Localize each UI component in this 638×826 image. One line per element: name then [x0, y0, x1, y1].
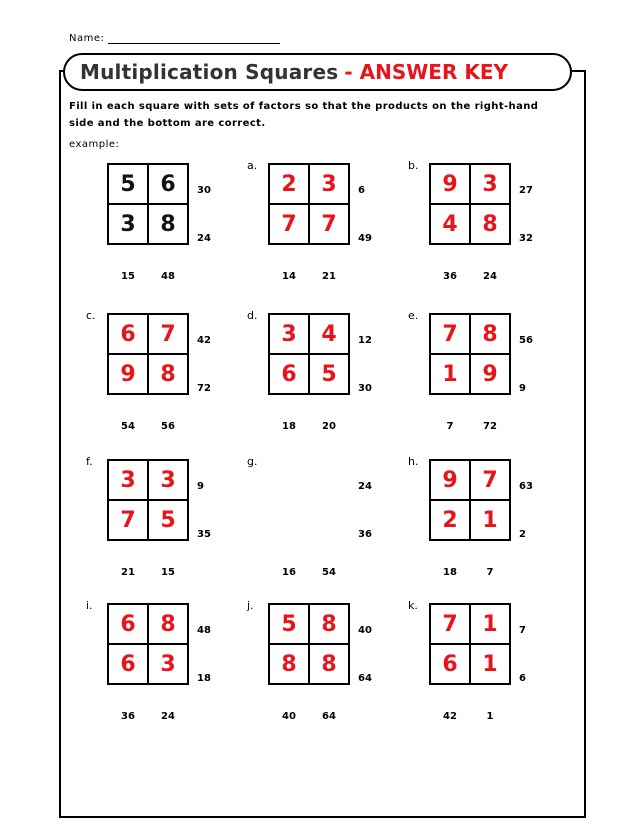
row-product-top: 7: [519, 625, 526, 636]
cell-top-right[interactable]: 4: [308, 313, 350, 355]
column-product-left: 36: [443, 271, 457, 282]
row-product-bottom: 2: [519, 529, 526, 540]
cell-top-right[interactable]: 7: [469, 459, 511, 501]
puzzle-grid: [268, 603, 352, 687]
puzzle-label: c.: [86, 309, 96, 322]
puzzle-i: [86, 599, 267, 733]
puzzle-label: e.: [408, 309, 419, 322]
cell-top-right[interactable]: 3: [147, 459, 189, 501]
row-product-bottom: 9: [519, 383, 526, 394]
page-title: [63, 53, 572, 91]
column-product-left: 42: [443, 711, 457, 722]
row-product-bottom: 49: [358, 233, 372, 244]
cell-bottom-left[interactable]: [268, 499, 310, 541]
cell-top-left[interactable]: 6: [107, 603, 149, 645]
puzzle-label: h.: [408, 455, 419, 468]
puzzle-grid: [107, 603, 191, 687]
puzzle-example: [107, 163, 267, 293]
cell-bottom-left[interactable]: 8: [268, 643, 310, 685]
cell-top-right[interactable]: 7: [147, 313, 189, 355]
column-product-right: 7: [486, 567, 494, 578]
row-product-top: 48: [197, 625, 211, 636]
title-answer-key: - ANSWER KEY: [344, 60, 508, 84]
puzzle-grid: [429, 313, 513, 397]
name-field: [69, 33, 280, 44]
column-product-right: 24: [161, 711, 175, 722]
row-product-bottom: 72: [197, 383, 211, 394]
cell-top-left[interactable]: 3: [107, 459, 149, 501]
cell-bottom-right[interactable]: 9: [469, 353, 511, 395]
row-product-top: 6: [358, 185, 365, 196]
row-product-bottom: 36: [358, 529, 372, 540]
cell-top-right[interactable]: 8: [308, 603, 350, 645]
cell-top-left[interactable]: 7: [429, 313, 471, 355]
puzzle-label: i.: [86, 599, 93, 612]
puzzle-label: g.: [247, 455, 258, 468]
row-product-top: 12: [358, 335, 372, 346]
column-product-left: 15: [121, 271, 135, 282]
puzzle-h: [408, 455, 589, 589]
row-product-bottom: 35: [197, 529, 211, 540]
column-product-right: 1: [486, 711, 494, 722]
row-product-top: 30: [197, 185, 211, 196]
column-product-left: 14: [282, 271, 296, 282]
row-product-bottom: 30: [358, 383, 372, 394]
puzzle-grid: [107, 163, 191, 247]
cell-bottom-right[interactable]: 8: [469, 203, 511, 245]
cell-top-left[interactable]: 9: [429, 163, 471, 205]
row-product-bottom: 32: [519, 233, 533, 244]
cell-top-left[interactable]: 3: [268, 313, 310, 355]
puzzle-d: [247, 309, 428, 443]
column-product-left: 36: [121, 711, 135, 722]
cell-top-left[interactable]: 9: [429, 459, 471, 501]
cell-bottom-left[interactable]: 7: [107, 499, 149, 541]
column-product-right: 21: [322, 271, 336, 282]
puzzle-grid: [268, 459, 352, 543]
row-product-top: 42: [197, 335, 211, 346]
puzzle-grid: [429, 603, 513, 687]
puzzle-label: j.: [247, 599, 254, 612]
column-product-right: 72: [483, 421, 497, 432]
cell-top-right[interactable]: 1: [469, 603, 511, 645]
column-product-left: 16: [282, 567, 296, 578]
puzzle-grid: [429, 163, 513, 247]
puzzle-label: k.: [408, 599, 418, 612]
column-product-left: 18: [282, 421, 296, 432]
cell-bottom-left[interactable]: 6: [107, 643, 149, 685]
row-product-bottom: 18: [197, 673, 211, 684]
cell-bottom-right[interactable]: 8: [147, 353, 189, 395]
cell-top-right[interactable]: 6: [147, 163, 189, 205]
puzzle-grid: [107, 313, 191, 397]
name-blank-line: [108, 33, 280, 44]
column-product-right: 15: [161, 567, 175, 578]
frame-top-right: [572, 70, 586, 72]
row-product-top: 63: [519, 481, 533, 492]
puzzle-j: [247, 599, 428, 733]
puzzle-k: [408, 599, 589, 733]
column-product-left: 21: [121, 567, 135, 578]
title-main: Multiplication Squares: [80, 60, 339, 84]
cell-bottom-right[interactable]: 3: [147, 643, 189, 685]
row-product-top: 9: [197, 481, 204, 492]
cell-top-right[interactable]: 3: [469, 163, 511, 205]
column-product-right: 56: [161, 421, 175, 432]
column-product-left: 40: [282, 711, 296, 722]
cell-top-left[interactable]: 6: [107, 313, 149, 355]
cell-top-left[interactable]: 5: [107, 163, 149, 205]
puzzle-grid: [429, 459, 513, 543]
row-product-bottom: 24: [197, 233, 211, 244]
puzzle-c: [86, 309, 267, 443]
cell-bottom-left[interactable]: 4: [429, 203, 471, 245]
cell-bottom-left[interactable]: 6: [268, 353, 310, 395]
row-product-bottom: 6: [519, 673, 526, 684]
cell-bottom-right[interactable]: 8: [308, 643, 350, 685]
row-product-top: 56: [519, 335, 533, 346]
puzzle-label: a.: [247, 159, 258, 172]
column-product-right: 48: [161, 271, 175, 282]
cell-bottom-right[interactable]: 8: [147, 203, 189, 245]
cell-top-right[interactable]: 8: [469, 313, 511, 355]
cell-bottom-left[interactable]: 6: [429, 643, 471, 685]
puzzle-label: f.: [86, 455, 93, 468]
row-product-top: 40: [358, 625, 372, 636]
cell-bottom-left[interactable]: 9: [107, 353, 149, 395]
puzzle-label: d.: [247, 309, 258, 322]
cell-bottom-right[interactable]: 1: [469, 499, 511, 541]
puzzle-e: [408, 309, 589, 443]
puzzle-label: b.: [408, 159, 419, 172]
instructions: Fill in each square with sets of factors so that the products on the right-hand side and the bottom are correct.: [69, 101, 539, 129]
name-label: Name:: [69, 33, 105, 44]
column-product-right: 24: [483, 271, 497, 282]
cell-bottom-left[interactable]: 1: [429, 353, 471, 395]
cell-top-right[interactable]: 8: [147, 603, 189, 645]
cell-bottom-left[interactable]: 3: [107, 203, 149, 245]
cell-bottom-left[interactable]: 2: [429, 499, 471, 541]
puzzle-grid: [268, 313, 352, 397]
cell-bottom-left[interactable]: 7: [268, 203, 310, 245]
puzzle-b: [408, 159, 589, 293]
example-label: example:: [69, 139, 120, 150]
cell-top-right[interactable]: [308, 459, 350, 501]
cell-bottom-right[interactable]: [308, 499, 350, 541]
row-product-top: 27: [519, 185, 533, 196]
puzzle-a: [247, 159, 428, 293]
cell-bottom-right[interactable]: 5: [147, 499, 189, 541]
cell-top-left[interactable]: 7: [429, 603, 471, 645]
cell-bottom-right[interactable]: 7: [308, 203, 350, 245]
cell-bottom-right[interactable]: 5: [308, 353, 350, 395]
puzzle-g: [247, 455, 428, 589]
cell-top-left[interactable]: 2: [268, 163, 310, 205]
column-product-left: 7: [446, 421, 454, 432]
column-product-left: 54: [121, 421, 135, 432]
cell-top-right[interactable]: 3: [308, 163, 350, 205]
cell-top-left[interactable]: [268, 459, 310, 501]
cell-bottom-right[interactable]: 1: [469, 643, 511, 685]
column-product-right: 20: [322, 421, 336, 432]
puzzle-f: [86, 455, 267, 589]
puzzle-grid: [107, 459, 191, 543]
puzzle-grid: [268, 163, 352, 247]
column-product-right: 64: [322, 711, 336, 722]
column-product-right: 54: [322, 567, 336, 578]
column-product-left: 18: [443, 567, 457, 578]
row-product-top: 24: [358, 481, 372, 492]
row-product-bottom: 64: [358, 673, 372, 684]
cell-top-left[interactable]: 5: [268, 603, 310, 645]
